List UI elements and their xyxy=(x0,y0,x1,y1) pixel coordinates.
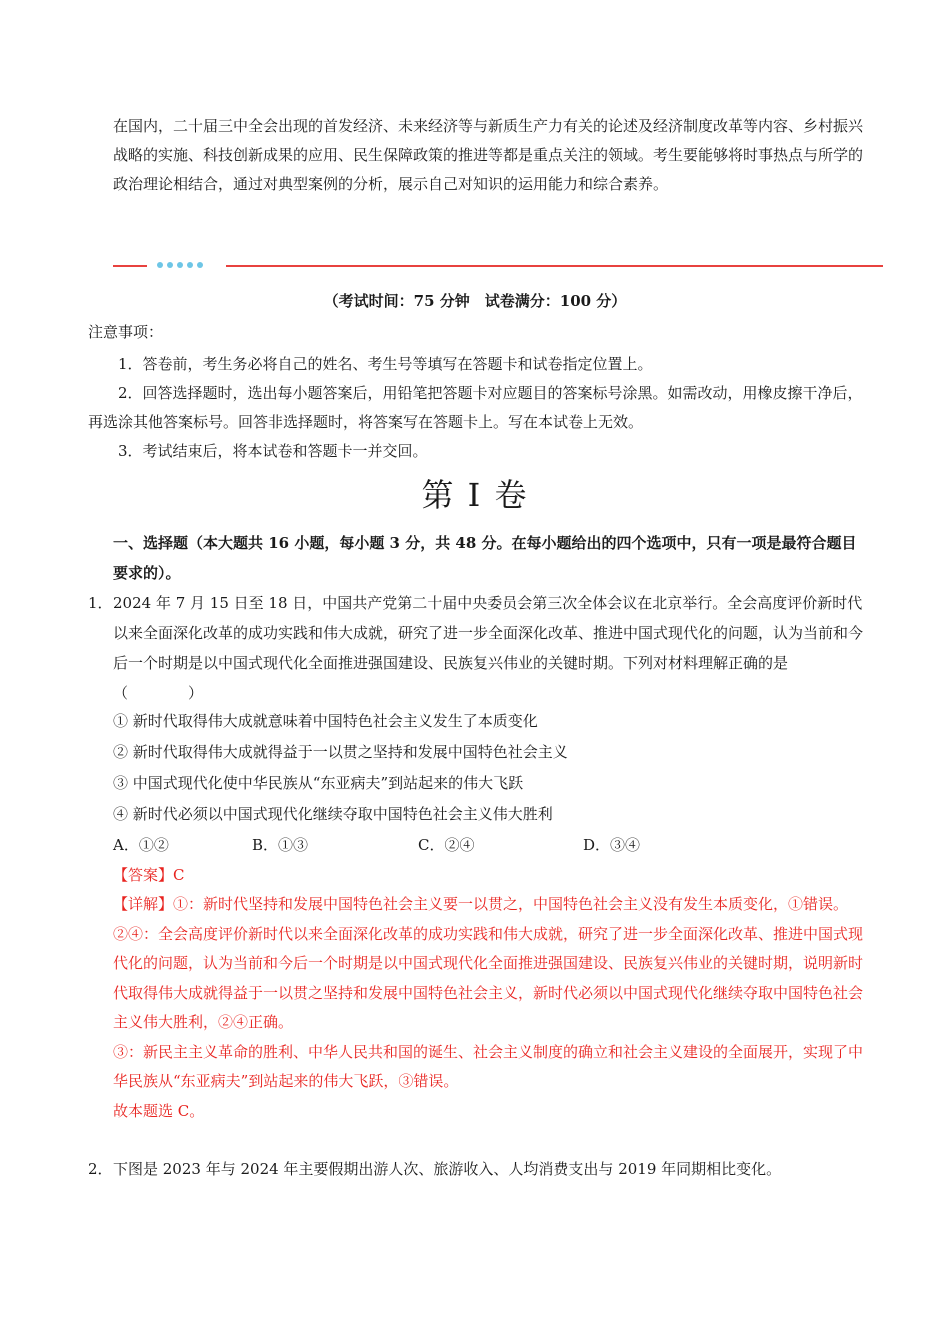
option-d: D．③④ xyxy=(583,836,641,854)
answer-explanation xyxy=(113,890,865,1126)
exam-info: （考试时间：75 分钟 试卷满分：100 分） xyxy=(323,292,627,310)
statement-2: ② 新时代取得伟大成就得益于一以贯之坚持和发展中国特色社会主义 xyxy=(113,743,568,761)
notice-item: 1．答卷前，考生务必将自己的姓名、考生号等填写在答题卡和试卷指定位置上。 xyxy=(118,355,653,373)
option-c: C．②④ xyxy=(418,836,475,854)
option-a: A．①② xyxy=(113,836,169,854)
divider-dot xyxy=(177,262,183,268)
decorative-divider xyxy=(113,259,883,273)
notice-list xyxy=(88,350,863,466)
explanation-paragraph: 故本题选 C。 xyxy=(113,1101,205,1120)
divider-line-left xyxy=(113,265,147,267)
section-title: 一、选择题（本大题共 16 小题，每小题 3 分，共 48 分。在每小题给出的四个选项中，只有一项是最符合题目要求的）。 xyxy=(113,534,857,582)
divider-dot xyxy=(187,262,193,268)
intro-paragraph: 在国内，二十届三中全会出现的首发经济、未来经济等与新质生产力有关的论述及经济制度改革等内容、乡村振兴战略的实施、科技创新成果的应用、民生保障政策的推进等都是重点关注的领域。考生要能够将时事热点与所学的政治理论相结合，通过对典型案例的分析，展示自己对知识的运用能力和综合素养。 xyxy=(113,117,864,193)
question-number: 2． xyxy=(88,1160,113,1178)
statement-3: ③ 中国式现代化使中华民族从“东亚病夫”到站起来的伟大飞跃 xyxy=(113,774,524,792)
notice-item: 3．考试结束后，将本试卷和答题卡一并交回。 xyxy=(118,442,428,460)
question-stem: 下图是 2023 年与 2024 年主要假期出游人次、旅游收入、人均消费支出与 2019 年同期相比变化。 xyxy=(113,1160,782,1178)
question-stem: 2024 年 7 月 15 日至 18 日，中国共产党第二十届中央委员会第三次全体会议在北京举行。全会高度评价新时代以来全面深化改革的成功实践和伟大成就，研究了进一步全面深化改革、推进中国式现代化的问题，认为当前和今后一个时期是以中国式现代化全面推进强国建设、民族复兴伟业的关键时期。下列对材料理解正确的是（ ） xyxy=(113,594,864,702)
question-number: 1． xyxy=(88,594,113,612)
statement-1: ① 新时代取得伟大成就意味着中国特色社会主义发生了本质变化 xyxy=(113,712,538,730)
divider-dot xyxy=(167,262,173,268)
divider-dots xyxy=(157,261,203,271)
statement-4: ④ 新时代必须以中国式现代化继续夺取中国特色社会主义伟大胜利 xyxy=(113,805,553,823)
explanation-paragraph: ③：新民主主义革命的胜利、中华人民共和国的诞生、社会主义制度的确立和社会主义建设的全面展开，实现了中华民族从“东亚病夫”到站起来的伟大飞跃，③错误。 xyxy=(113,1042,864,1090)
divider-line-right xyxy=(226,265,883,267)
divider-dot xyxy=(157,262,163,268)
answer-label: 【答案】C xyxy=(113,866,185,884)
option-b: B．①③ xyxy=(252,836,309,854)
volume-title: 第 I 卷 xyxy=(421,476,529,514)
notice-item: 2．回答选择题时，选出每小题答案后，用铅笔把答题卡对应题目的答案标号涂黑。如需改动，用橡皮擦干净后，再选涂其他答案标号。回答非选择题时，将答案写在答题卡上。写在本试卷上无效。 xyxy=(88,384,863,431)
explanation-paragraph: 【详解】①：新时代坚持和发展中国特色社会主义要一以贯之，中国特色社会主义没有发生本质变化，①错误。 xyxy=(113,895,849,913)
divider-dot xyxy=(197,262,203,268)
explanation-paragraph: ②④：全会高度评价新时代以来全面深化改革的成功实践和伟大成就，研究了进一步全面深化改革、推进中国式现代化的问题，认为当前和今后一个时期是以中国式现代化全面推进强国建设、民族复兴伟业的关键时期，说明新时代取得伟大成就得益于一以贯之坚持和发展中国特色社会主义，新时代必须以中国式现代化继续夺取中国特色社会主义伟大胜利，②④正确。 xyxy=(113,924,864,1031)
notice-title: 注意事项： xyxy=(88,323,164,341)
